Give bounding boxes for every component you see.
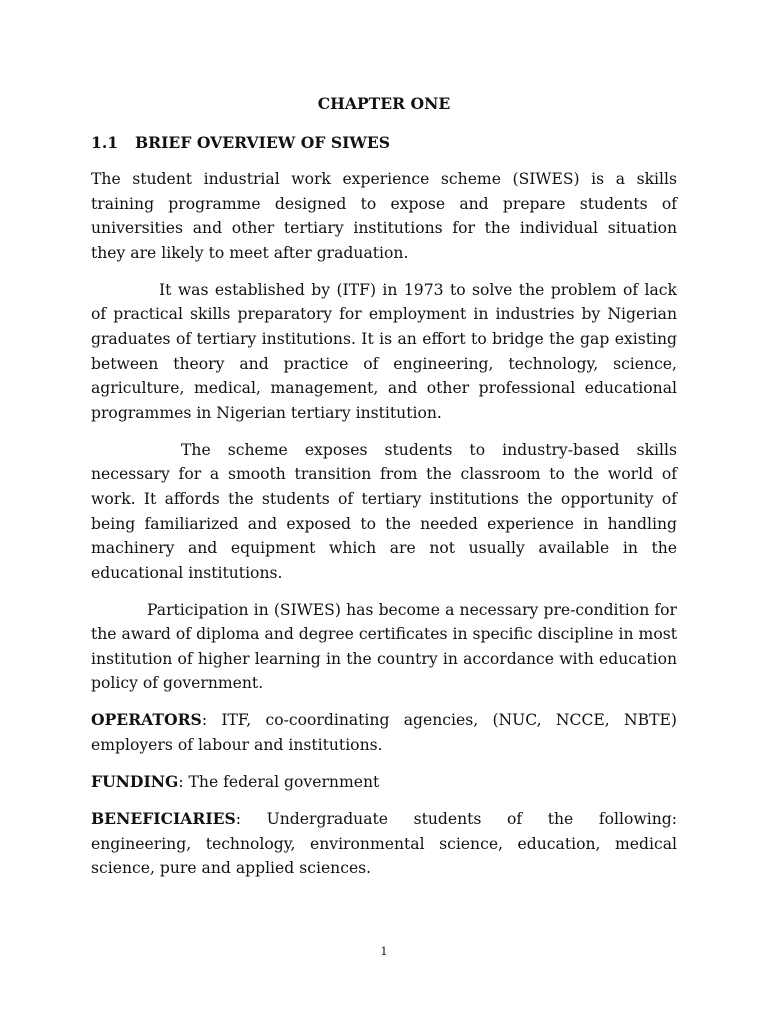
paragraph-intro: The student industrial work experience scheme (SIWES) is a skills training programme designed to expose and prepare students of universities and other tertiary institutions for the individual situation they are likely to meet after graduation. (91, 170, 677, 262)
funding-entry (91, 770, 677, 795)
beneficiaries-text: : Undergraduate students of the following: engineering, technology, environmental science, education, medical science, pure and applied sciences. (91, 810, 677, 878)
section-heading (91, 131, 390, 155)
section-number: 1.1 (91, 133, 119, 152)
paragraph-scheme-exposure: The scheme exposes students to industry-based skills necessary for a smooth transition from the classroom to the world of work. It affords the students of tertiary institutions the opportunity of being familiarized and exposed to the needed experience in handling machinery and equipment which are not usually available in the educational institutions. (91, 440, 677, 582)
chapter-heading: CHAPTER ONE (317, 94, 451, 113)
beneficiaries-entry (91, 807, 677, 881)
funding-text: : The federal government (178, 773, 380, 792)
page-number: 1 (380, 945, 388, 958)
funding-label: FUNDING (91, 772, 179, 792)
beneficiaries-label: BENEFICIARIES (91, 809, 236, 828)
operators-text: : ITF, co-coordinating agencies, (NUC, NCCE, NBTE) employers of labour and institutions. (91, 711, 677, 755)
operators-label: OPERATORS (91, 710, 202, 730)
paragraph-establishment: It was established by (ITF) in 1973 to solve the problem of lack of practical skills preparatory for employment in industries by Nigerian graduates of tertiary institutions. It is an effort to bridge the gap existing between theory and practice of engineering, technology, science, agriculture, medical, management, and other professional educational programmes in Nigerian tertiary institution. (91, 280, 677, 422)
section-title: BRIEF OVERVIEW OF SIWES (135, 133, 391, 152)
document-body (91, 167, 677, 893)
operators-entry (91, 708, 677, 757)
paragraph-participation: Participation in (SIWES) has become a necessary pre-condition for the award of diploma and degree certificates in specific discipline in most institution of higher learning in the country in accordance with education policy of government. (91, 600, 677, 693)
